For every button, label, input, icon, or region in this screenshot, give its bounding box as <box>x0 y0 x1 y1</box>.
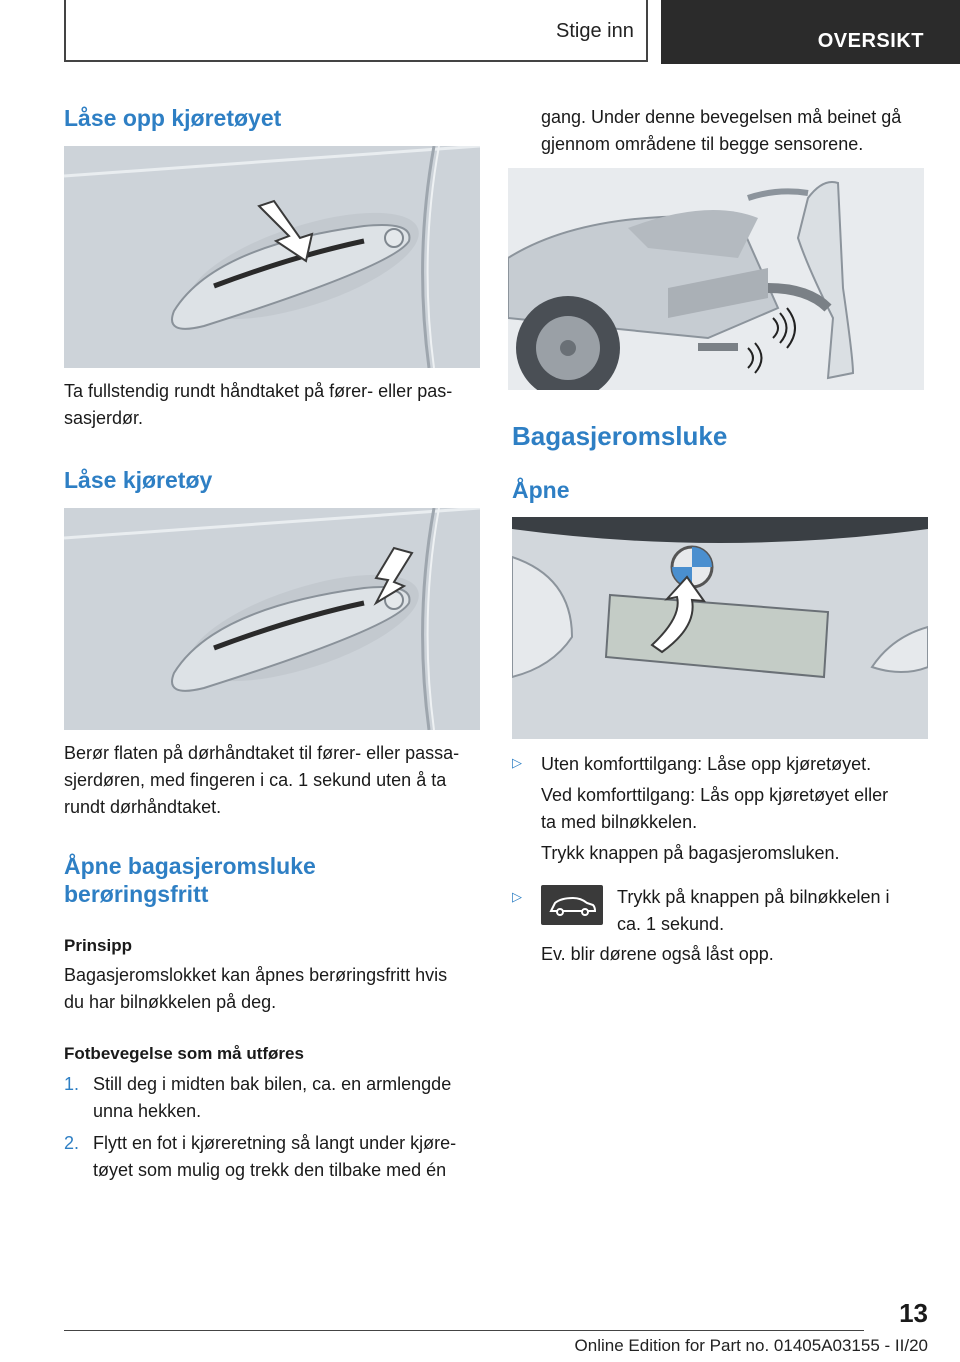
section-title-lock: Låse kjøretøy <box>64 467 213 493</box>
step-1-line1: Still deg i midten bak bilen, ca. en armlengde <box>93 1074 452 1094</box>
step-1-number: 1. <box>64 1074 80 1094</box>
footer-edition: Online Edition for Part no. 01405A03155 - II/20 <box>574 1336 928 1355</box>
tab-oversikt[interactable] <box>661 0 960 64</box>
trunk-button-figure <box>512 517 928 739</box>
principle-text-line2: du har bilnøkkelen på deg. <box>64 992 277 1012</box>
section-title-trunk: Bagasjeromsluke <box>512 421 728 451</box>
step-2-line1: Flytt en fot i kjøreretning så langt under kjøre- <box>93 1133 457 1153</box>
principle-heading: Prinsipp <box>64 936 133 955</box>
foot-gesture-figure <box>508 168 924 390</box>
section-title-unlock: Låse opp kjøretøyet <box>64 105 282 131</box>
step-2-number: 2. <box>64 1133 80 1153</box>
step-2-line2: tøyet som mulig og trekk den tilbake med én <box>93 1160 447 1180</box>
bullet-1-line1: Uten komforttilgang: Låse opp kjøretøyet. <box>541 754 872 774</box>
footer-divider <box>64 1330 864 1331</box>
lock-text-line3: rundt dørhåndtaket. <box>64 797 222 817</box>
door-handle-lock-figure <box>64 508 480 730</box>
bullet-1-line2b: ta med bilnøkkelen. <box>541 812 698 832</box>
tab-stige-inn[interactable]: Stige inn <box>556 20 634 42</box>
movement-heading: Fotbevegelse som må utføres <box>64 1044 304 1063</box>
principle-text-line1: Bagasjeromslokket kan åpnes berøringsfritt hvis <box>64 965 448 985</box>
unlock-text-line1: Ta fullstendig rundt håndtaket på fører- eller pas- <box>64 381 453 401</box>
continued-text-line2: gjennom områdene til begge sensorene. <box>541 134 864 154</box>
page-number: 13 <box>899 1298 928 1328</box>
bullet-1-icon: ▷ <box>512 755 522 770</box>
note-text: Ev. blir dørene også låst opp. <box>541 944 774 964</box>
bullet-2-line1: Trykk på knappen på bilnøkkelen i <box>617 887 890 907</box>
lock-text-line1: Berør flaten på dørhåndtaket til fører- eller passa- <box>64 743 460 763</box>
bullet-1-line3: Trykk knappen på bagasjeromsluken. <box>541 843 840 863</box>
section-title-open-handsfree-line1: Åpne bagasjeromsluke <box>64 853 316 879</box>
section-title-open-handsfree-line2: berøringsfritt <box>64 881 209 907</box>
bullet-1-line2a: Ved komforttilgang: Lås opp kjøretøyet eller <box>541 785 889 805</box>
unlock-text-line2: sasjerdør. <box>64 408 144 428</box>
door-handle-unlock-figure <box>64 146 480 368</box>
car-trunk-key-icon <box>541 885 603 925</box>
continued-text-line1: gang. Under denne bevegelsen må beinet gå <box>541 107 902 127</box>
bullet-2-line2: ca. 1 sekund. <box>617 914 725 934</box>
step-1-line2: unna hekken. <box>93 1101 202 1121</box>
bullet-2-icon: ▷ <box>512 889 522 904</box>
tab-oversikt-label: OVERSIKT <box>817 30 924 52</box>
lock-text-line2: sjerdøren, med fingeren i ca. 1 sekund uten å ta <box>64 770 447 790</box>
section-subtitle-open: Åpne <box>512 477 570 503</box>
